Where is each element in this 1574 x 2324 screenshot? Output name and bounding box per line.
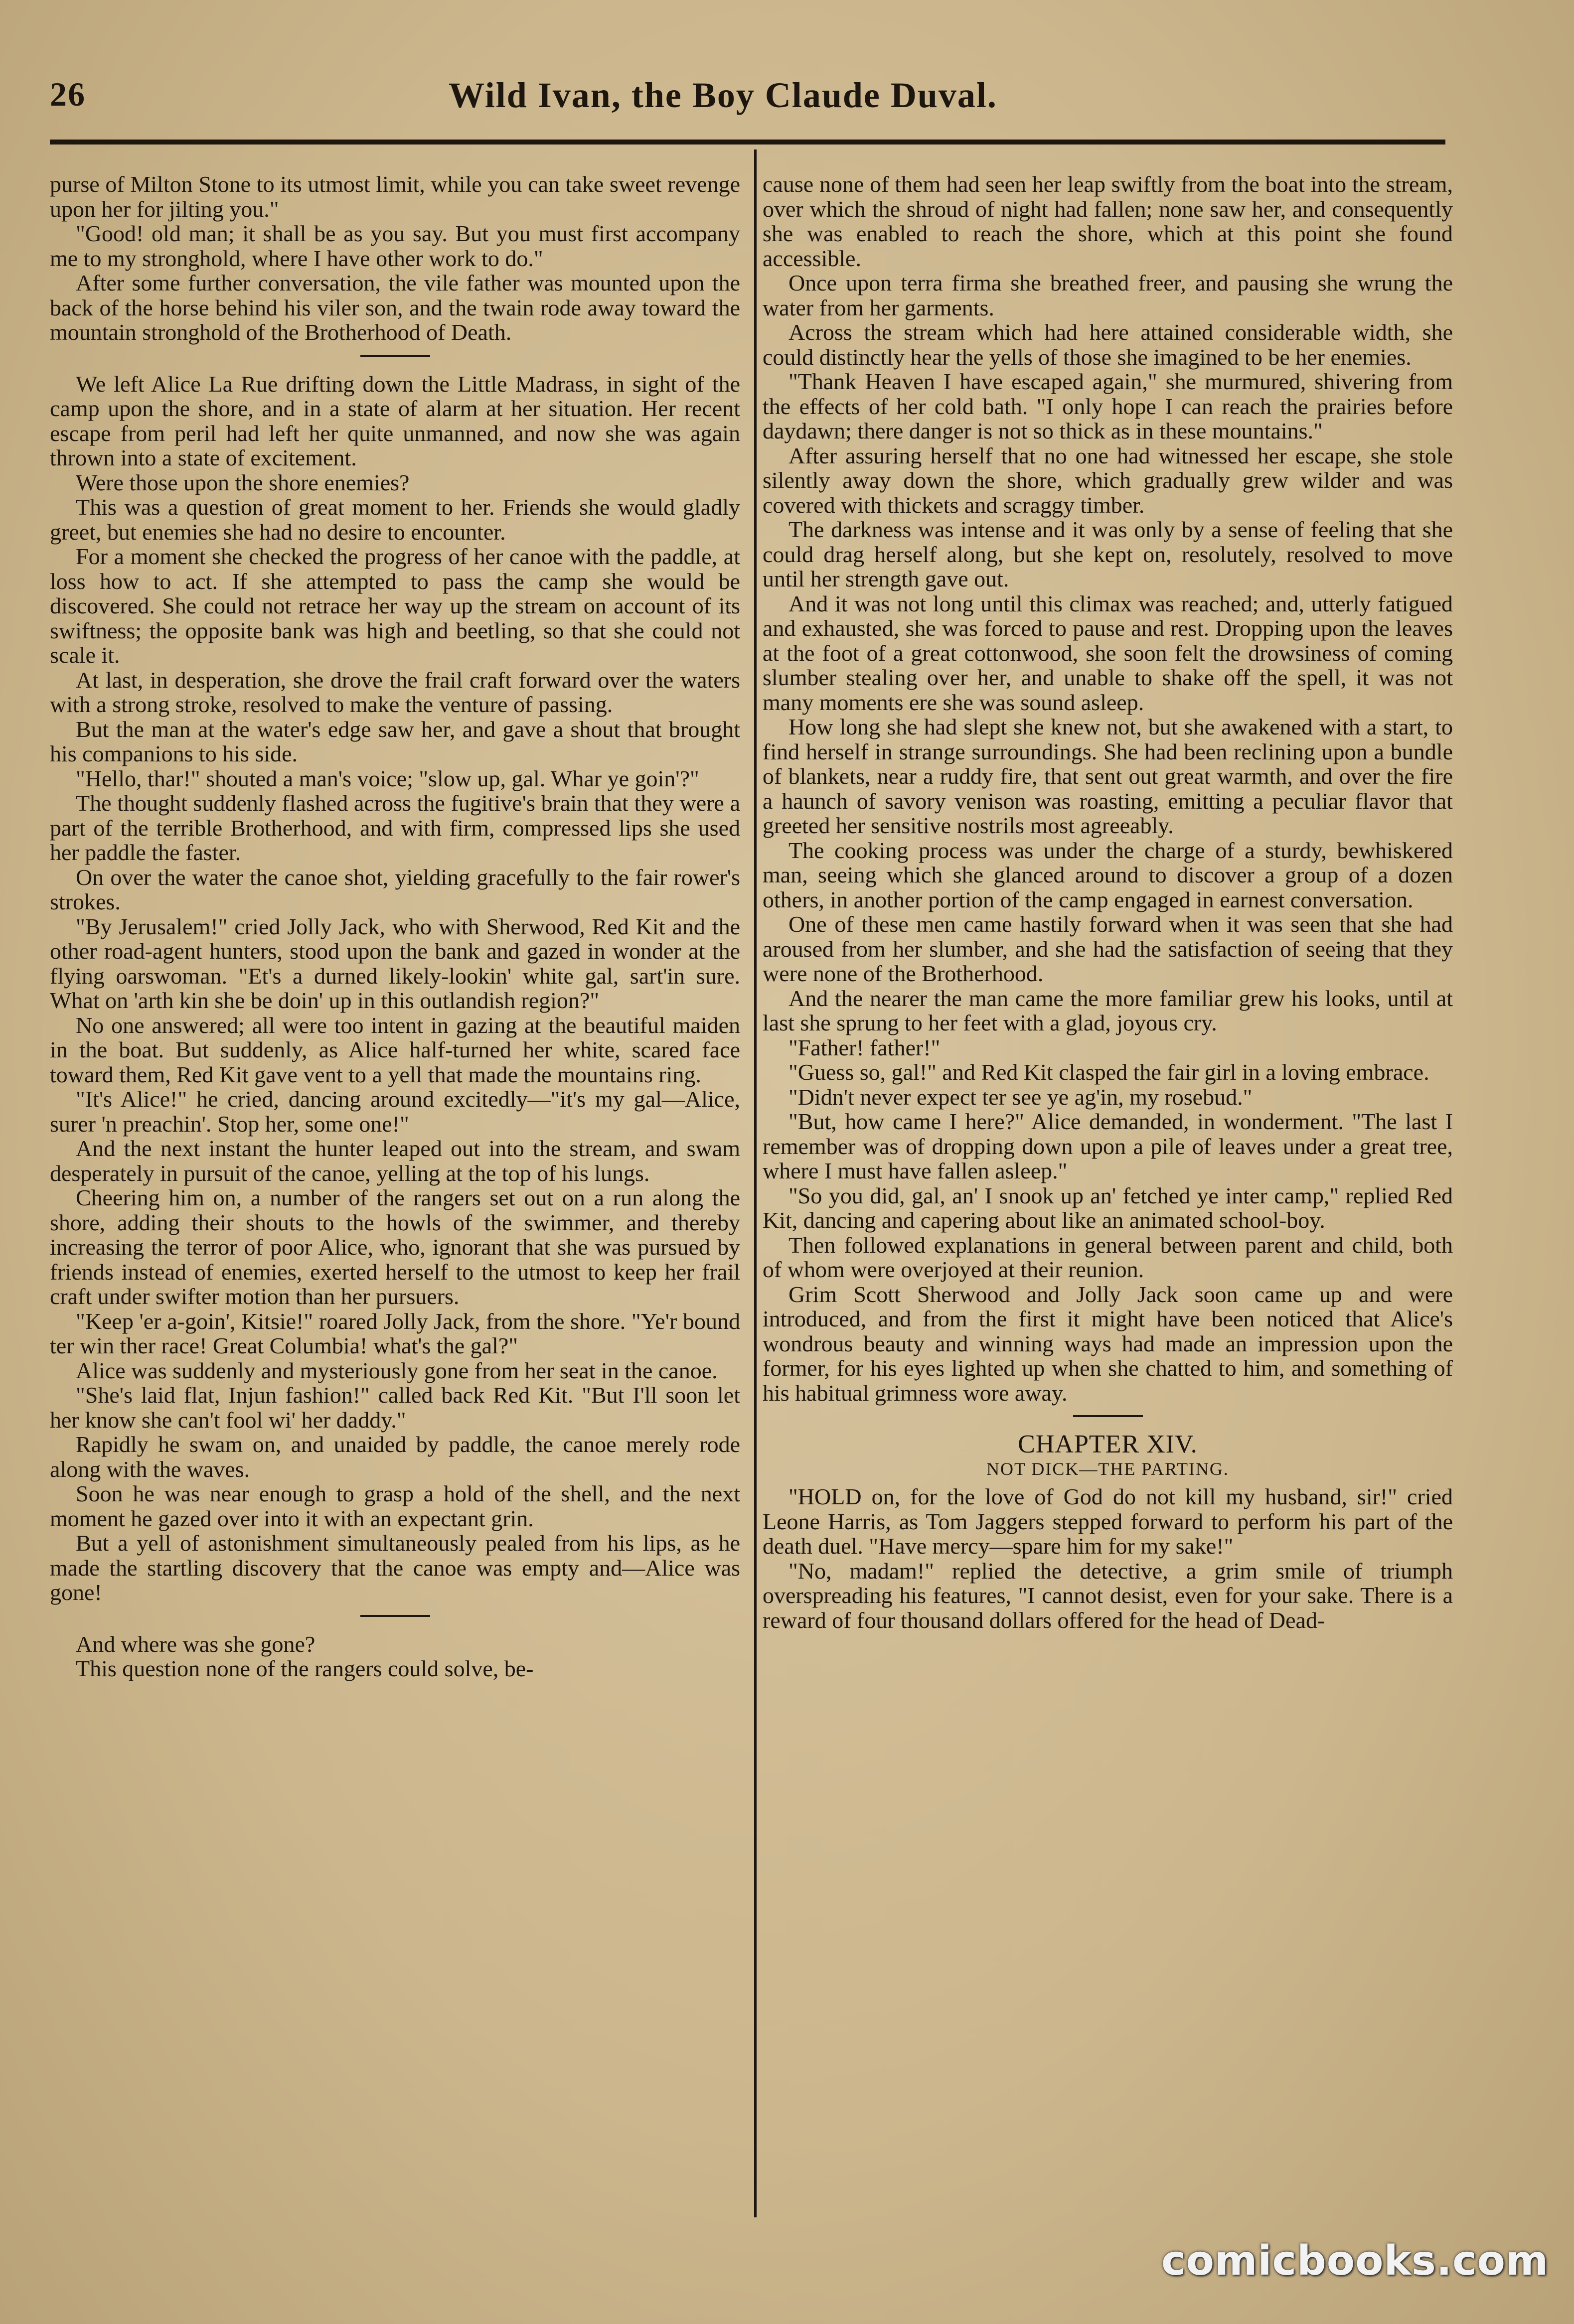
paragraph: Cheering him on, a number of the rangers set out on a run along the shore, adding their shouts to the howls of the swimmer, and thereby increasing the terror of poor Alice, who, ignorant that she was pursued by friends instead of enemies, exerted herself to the utmost to keep her frail craft under swifter motion than her pursuers. <box>50 1185 740 1309</box>
paragraph: The thought suddenly flashed across the fugitive's brain that they were a part of the terrible Brotherhood, and with firm, compressed lips she used her paddle the faster. <box>50 790 740 865</box>
paragraph: But the man at the water's edge saw her, and gave a shout that brought his companions to his side. <box>50 716 740 766</box>
section-separator <box>360 1615 430 1617</box>
paragraph: Soon he was near enough to grasp a hold of the shell, and the next moment he gazed over into it with an expectant grin. <box>50 1481 740 1531</box>
paragraph: After some further conversation, the vile father was mounted upon the back of the horse behind his viler son, and the twain rode away toward the mountain stronghold of the Brotherhood of Death. <box>50 270 740 345</box>
paragraph: "Good! old man; it shall be as you say. But you must first accompany me to my stronghold, where I have other work to do." <box>50 221 740 271</box>
paragraph: purse of Milton Stone to its utmost limit, while you can take sweet revenge upon her for jilting you." <box>50 172 740 222</box>
paragraph: And the nearer the man came the more familiar grew his looks, until at last she sprung to her feet with a glad, joyous cry. <box>763 985 1453 1035</box>
page-header <box>50 75 1445 130</box>
paragraph: But a yell of astonishment simultaneously pealed from his lips, as he made the startling discovery that the canoe was empty and—Alice was gone! <box>50 1530 740 1605</box>
paragraph: "Guess so, gal!" and Red Kit clasped the fair girl in a loving embrace. <box>788 1059 1429 1085</box>
paragraph: For a moment she checked the progress of her canoe with the paddle, at loss how to act. If she attempted to pass the camp she would be discovered. She could not retrace her way up the stream on account of its swiftness; the opposite bank was high and beetling, so that she could not scale it. <box>50 544 740 668</box>
left-column <box>50 172 740 2265</box>
paragraph: The cooking process was under the charge of a sturdy, bewhiskered man, seeing which she glanced around to discover a group of a dozen others, in another portion of the camp engaged in earnest conversation. <box>763 837 1453 912</box>
paragraph: "Hello, thar!" shouted a man's voice; "slow up, gal. Whar ye goin'?" <box>76 765 699 791</box>
header-rule <box>50 140 1445 145</box>
paragraph: On over the water the canoe shot, yielding gracefully to the fair rower's strokes. <box>50 864 740 914</box>
paragraph: "But, how came I here?" Alice demanded, in wonderment. "The last I remember was of dropping down upon a pile of leaves under a great tree, where I must have fallen asleep." <box>763 1109 1453 1183</box>
paragraph: "Thank Heaven I have escaped again," she murmured, shivering from the effects of her cold bath. "I only hope I can reach the prairies before daydawn; there danger is not so thick as in these mountains." <box>763 369 1453 443</box>
paragraph: At last, in desperation, she drove the frail craft forward over the waters with a strong stroke, resolved to make the venture of passing. <box>50 667 740 717</box>
paragraph: Alice was suddenly and mysteriously gone from her seat in the canoe. <box>76 1357 718 1383</box>
paragraph: The darkness was intense and it was only by a sense of feeling that she could drag herself along, but she kept on, resolutely, resolved to move until her strength gave out. <box>763 517 1453 591</box>
section-separator <box>360 355 430 357</box>
paragraph: This question none of the rangers could solve, be- <box>76 1656 534 1681</box>
right-column <box>763 172 1453 2265</box>
paragraph: This was a question of great moment to her. Friends she would gladly greet, but enemies she had no desire to encounter. <box>50 494 740 545</box>
paragraph: "HOLD on, for the love of God do not kill my husband, sir!" cried Leone Harris, as Tom Jaggers stepped forward to perform his part of the death duel. "Have mercy—spare him for my sake!" <box>763 1484 1453 1559</box>
paragraph: No one answered; all were too intent in gazing at the beautiful maiden in the boat. But suddenly, as Alice half-turned her white, scared face toward them, Red Kit gave vent to a yell that made the mountains ring. <box>50 1012 740 1087</box>
paragraph: Across the stream which had here attained considerable width, she could distinctly hear the yells of those she imagined to be her enemies. <box>763 319 1453 370</box>
paragraph: And where was she gone? <box>76 1631 315 1657</box>
paragraph: Were those upon the shore enemies? <box>76 469 410 495</box>
paragraph: And it was not long until this climax was reached; and, utterly fatigued and exhausted, she was forced to pause and rest. Dropping upon the leaves at the foot of a great cottonwood, she soon felt the drowsiness of coming slumber stealing over her, and unable to shake off the spell, it was not many moments ere she was sound asleep. <box>763 590 1453 715</box>
paragraph: "Keep 'er a-goin', Kitsie!" roared Jolly Jack, from the shore. "Ye'r bound ter win ther race! Great Columbia! what's the gal?" <box>50 1308 740 1358</box>
paragraph: One of these men came hastily forward when it was seen that she had aroused from her slumber, and she had the satisfaction of seeing that they were none of the Brotherhood. <box>763 911 1453 986</box>
paragraph: After assuring herself that no one had witnessed her escape, she stole silently away down the shore, which gradually grew wilder and was covered with thickets and scraggy timber. <box>763 442 1453 518</box>
paragraph: Grim Scott Sherwood and Jolly Jack soon came up and were introduced, and from the first it might have been noticed that Alice's wondrous beauty and winning ways had made an impression upon the former, for his eyes lighted up when she chatted to him, and something of his habitual grimness wore away. <box>763 1281 1453 1406</box>
paragraph: Then followed explanations in general between parent and child, both of whom were overjoyed at their reunion. <box>763 1232 1453 1282</box>
chapter-heading: CHAPTER XIV. <box>1018 1430 1198 1458</box>
paragraph: Rapidly he swam on, and unaided by paddle, the canoe merely rode along with the waves. <box>50 1432 740 1482</box>
column-divider <box>754 149 757 2217</box>
paragraph: And the next instant the hunter leaped out into the stream, and swam desperately in pursuit of the canoe, yelling at the top of his lungs. <box>50 1136 740 1186</box>
section-separator <box>1073 1415 1143 1417</box>
paragraph: Once upon terra firma she breathed freer, and pausing she wrung the water from her garments. <box>763 270 1453 320</box>
paragraph: "It's Alice!" he cried, dancing around excitedly—"it's my gal—Alice, surer 'n preachin'. Stop her, some one!" <box>50 1086 740 1137</box>
paragraph: We left Alice La Rue drifting down the Little Madrass, in sight of the camp upon the shore, and in a state of alarm at her situation. Her recent escape from peril had left her quite unmanned, and now she was again thrown into a state of excitement. <box>50 371 740 470</box>
paragraph: How long she had slept she knew not, but she awakened with a start, to find herself in strange surroundings. She had been reclining upon a bundle of blankets, near a ruddy fire, that sent out great warmth, and over the fire a haunch of savory venison was roasting, emitting a peculiar flavor that greeted her sensitive nostrils most agreeably. <box>763 714 1453 838</box>
chapter-subtitle: NOT DICK—THE PARTING. <box>986 1458 1229 1479</box>
paragraph: "By Jerusalem!" cried Jolly Jack, who with Sherwood, Red Kit and the other road-agent hunters, stood upon the bank and gazed in wonder at the flying oarswoman. "Et's a durned likely-lookin' white gal, sart'in sure. What on 'arth kin she be doin' up in this outlandish region?" <box>50 913 740 1013</box>
paragraph: "Didn't never expect ter see ye ag'in, my rosebud." <box>788 1084 1253 1110</box>
paragraph: "So you did, gal, an' I snook up an' fetched ye inter camp," replied Red Kit, dancing and capering about like an animated school-boy. <box>763 1182 1453 1233</box>
running-title: Wild Ivan, the Boy Claude Duval. <box>449 75 997 115</box>
site-watermark: comicbooks.com <box>1161 2237 1549 2285</box>
paragraph: "Father! father!" <box>788 1034 941 1060</box>
paragraph: cause none of them had seen her leap swiftly from the boat into the stream, over which the shroud of night had fallen; none saw her, and consequently she was enabled to reach the shore, which at this point she found accessible. <box>763 172 1453 271</box>
paragraph: "She's laid flat, Injun fashion!" called back Red Kit. "But I'll soon let her know she can't fool wi' her daddy." <box>50 1382 740 1433</box>
paragraph: "No, madam!" replied the detective, a grim smile of triumph overspreading his features, "I cannot desist, even for your sake. There is a reward of four thousand dollars offered for the head of Dead- <box>763 1558 1453 1633</box>
page-number: 26 <box>50 75 86 113</box>
